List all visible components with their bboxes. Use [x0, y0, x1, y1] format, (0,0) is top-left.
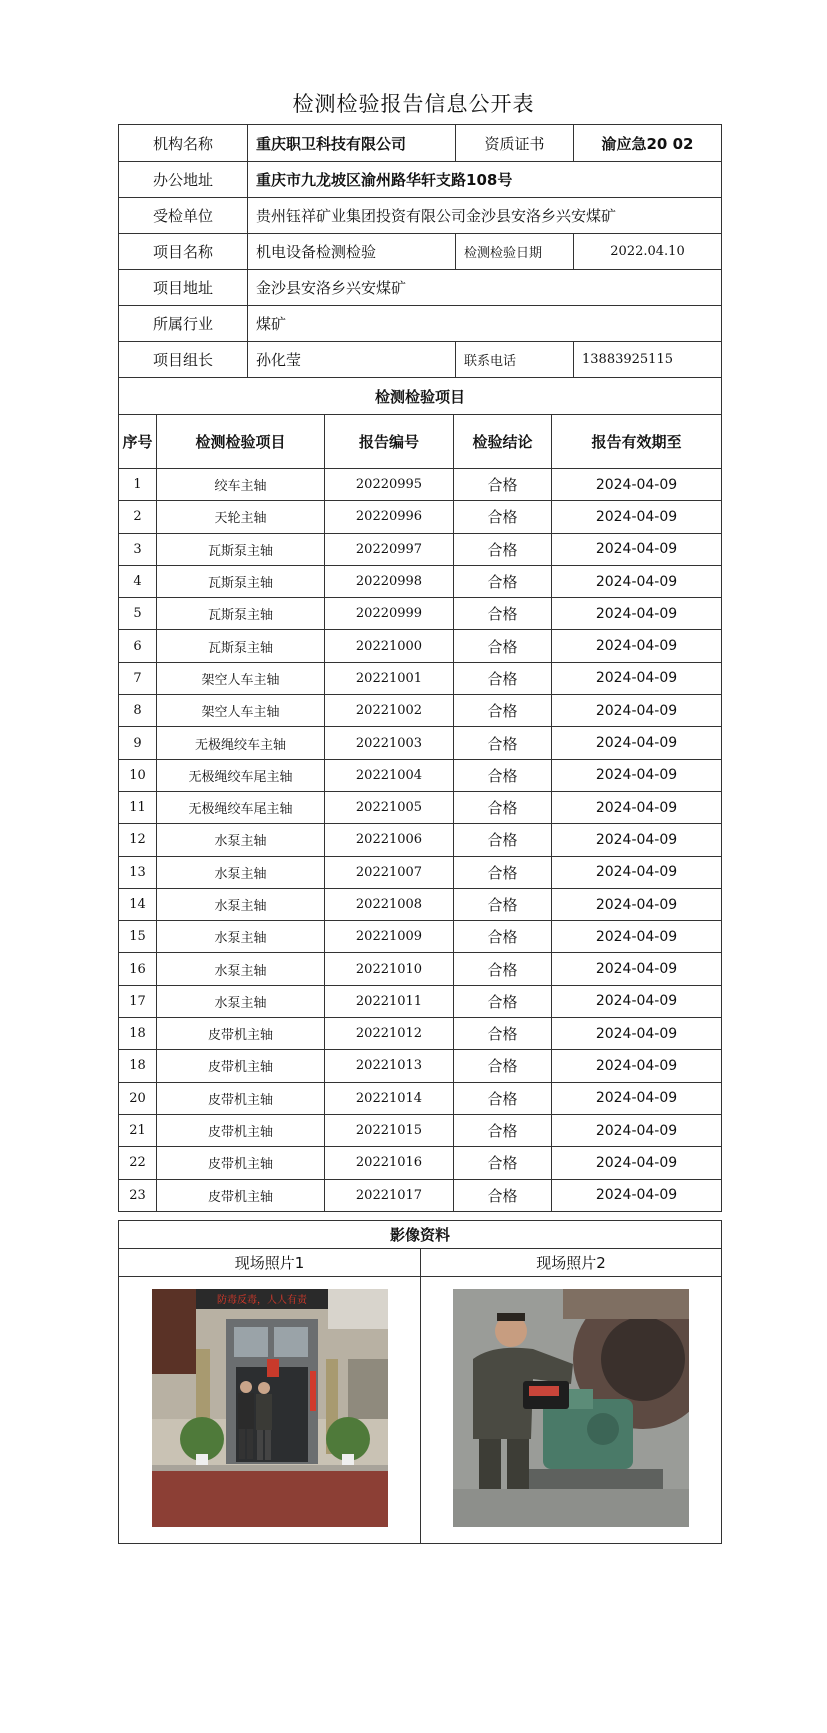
org-value: 重庆职卫科技有限公司 [248, 125, 456, 162]
table-row [119, 1179, 722, 1211]
row-seq: 3 [119, 533, 157, 565]
photo1-label: 现场照片1 [119, 1249, 421, 1277]
row-seq: 12 [119, 824, 157, 856]
row-item: 水泵主轴 [157, 953, 325, 985]
row-result: 合格 [454, 791, 552, 823]
table-row [119, 953, 722, 985]
row-item: 绞车主轴 [157, 469, 325, 501]
row-result: 合格 [454, 469, 552, 501]
row-result: 合格 [454, 598, 552, 630]
row-valid: 2024-04-09 [552, 695, 722, 727]
row-report: 20221008 [325, 888, 454, 920]
header-seq: 序号 [119, 415, 157, 469]
row-report: 20221003 [325, 727, 454, 759]
row-result: 合格 [454, 824, 552, 856]
images-section-title: 影像资料 [119, 1221, 722, 1249]
row-report: 20220999 [325, 598, 454, 630]
row-report: 20221016 [325, 1147, 454, 1179]
row-report: 20221009 [325, 921, 454, 953]
row-result: 合格 [454, 1147, 552, 1179]
photo2-cell [421, 1277, 722, 1544]
row-report: 20220995 [325, 469, 454, 501]
items-rows [119, 469, 722, 1212]
row-valid: 2024-04-09 [552, 985, 722, 1017]
table-row [119, 1018, 722, 1050]
banner-text: 防毒反毒，人人有责 [216, 1295, 307, 1306]
row-report: 20221005 [325, 791, 454, 823]
row-result: 合格 [454, 1114, 552, 1146]
row-result: 合格 [454, 985, 552, 1017]
row-valid: 2024-04-09 [552, 565, 722, 597]
row-item: 水泵主轴 [157, 985, 325, 1017]
row-valid: 2024-04-09 [552, 856, 722, 888]
row-seq: 5 [119, 598, 157, 630]
table-row [119, 1082, 722, 1114]
row-seq: 13 [119, 856, 157, 888]
row-valid: 2024-04-09 [552, 759, 722, 791]
row-item: 无极绳绞车尾主轴 [157, 759, 325, 791]
row-seq: 9 [119, 727, 157, 759]
row-report: 20221006 [325, 824, 454, 856]
row-seq: 6 [119, 630, 157, 662]
site-value: 金沙县安洛乡兴安煤矿 [248, 270, 722, 306]
project-value: 机电设备检测检验 [248, 234, 456, 270]
info-table [118, 124, 722, 378]
row-result: 合格 [454, 727, 552, 759]
row-report: 20221011 [325, 985, 454, 1017]
row-item: 瓦斯泵主轴 [157, 598, 325, 630]
row-report: 20221013 [325, 1050, 454, 1082]
row-report: 20220998 [325, 565, 454, 597]
row-item: 水泵主轴 [157, 888, 325, 920]
phone-label: 联系电话 [456, 342, 574, 378]
table-row [119, 1050, 722, 1082]
row-result: 合格 [454, 1050, 552, 1082]
row-valid: 2024-04-09 [552, 1147, 722, 1179]
row-seq: 14 [119, 888, 157, 920]
row-result: 合格 [454, 533, 552, 565]
date-label: 检测检验日期 [456, 234, 574, 270]
table-row [119, 727, 722, 759]
row-seq: 11 [119, 791, 157, 823]
row-report: 20220996 [325, 501, 454, 533]
items-table [118, 377, 722, 1212]
leader-value: 孙化莹 [248, 342, 456, 378]
row-result: 合格 [454, 856, 552, 888]
phone-value: 13883925115 [574, 342, 722, 378]
row-result: 合格 [454, 953, 552, 985]
row-seq: 18 [119, 1018, 157, 1050]
row-valid: 2024-04-09 [552, 1018, 722, 1050]
row-report: 20221004 [325, 759, 454, 791]
row-result: 合格 [454, 921, 552, 953]
row-valid: 2024-04-09 [552, 469, 722, 501]
client-label: 受检单位 [119, 198, 248, 234]
row-result: 合格 [454, 1082, 552, 1114]
addr-label: 办公地址 [119, 162, 248, 198]
row-seq: 18 [119, 1050, 157, 1082]
row-result: 合格 [454, 1018, 552, 1050]
table-row [119, 985, 722, 1017]
row-item: 天轮主轴 [157, 501, 325, 533]
row-report: 20221010 [325, 953, 454, 985]
row-seq: 2 [119, 501, 157, 533]
row-seq: 21 [119, 1114, 157, 1146]
row-item: 皮带机主轴 [157, 1082, 325, 1114]
row-item: 架空人车主轴 [157, 662, 325, 694]
row-item: 皮带机主轴 [157, 1050, 325, 1082]
row-result: 合格 [454, 662, 552, 694]
row-item: 皮带机主轴 [157, 1114, 325, 1146]
row-seq: 8 [119, 695, 157, 727]
cert-label: 资质证书 [456, 125, 574, 162]
table-row [119, 791, 722, 823]
row-valid: 2024-04-09 [552, 888, 722, 920]
table-row [119, 469, 722, 501]
row-seq: 10 [119, 759, 157, 791]
row-result: 合格 [454, 888, 552, 920]
row-report: 20220997 [325, 533, 454, 565]
row-report: 20221000 [325, 630, 454, 662]
row-seq: 23 [119, 1179, 157, 1211]
industry-value: 煤矿 [248, 306, 722, 342]
cert-value: 渝应急20 02 [574, 125, 722, 162]
row-valid: 2024-04-09 [552, 824, 722, 856]
row-item: 架空人车主轴 [157, 695, 325, 727]
table-row [119, 824, 722, 856]
row-item: 水泵主轴 [157, 856, 325, 888]
row-item: 皮带机主轴 [157, 1018, 325, 1050]
row-seq: 22 [119, 1147, 157, 1179]
images-table [118, 1220, 722, 1544]
row-result: 合格 [454, 630, 552, 662]
row-valid: 2024-04-09 [552, 1114, 722, 1146]
row-valid: 2024-04-09 [552, 662, 722, 694]
row-seq: 15 [119, 921, 157, 953]
table-row [119, 888, 722, 920]
table-row [119, 662, 722, 694]
row-result: 合格 [454, 695, 552, 727]
row-seq: 1 [119, 469, 157, 501]
row-result: 合格 [454, 501, 552, 533]
photo1-cell [119, 1277, 421, 1544]
row-valid: 2024-04-09 [552, 791, 722, 823]
row-valid: 2024-04-09 [552, 921, 722, 953]
header-item: 检测检验项目 [157, 415, 325, 469]
row-seq: 20 [119, 1082, 157, 1114]
table-row [119, 630, 722, 662]
row-item: 瓦斯泵主轴 [157, 630, 325, 662]
row-report: 20221012 [325, 1018, 454, 1050]
project-label: 项目名称 [119, 234, 248, 270]
table-row [119, 759, 722, 791]
row-report: 20221001 [325, 662, 454, 694]
page-title: 检测检验报告信息公开表 [292, 92, 535, 116]
row-item: 瓦斯泵主轴 [157, 565, 325, 597]
header-report: 报告编号 [325, 415, 454, 469]
header-result: 检验结论 [454, 415, 552, 469]
row-report: 20221017 [325, 1179, 454, 1211]
table-row [119, 501, 722, 533]
row-item: 无极绳绞车尾主轴 [157, 791, 325, 823]
row-seq: 7 [119, 662, 157, 694]
date-value: 2022.04.10 [574, 234, 722, 270]
industry-label: 所属行业 [119, 306, 248, 342]
org-label: 机构名称 [119, 125, 248, 162]
row-valid: 2024-04-09 [552, 1179, 722, 1211]
site-photo-1 [152, 1289, 388, 1527]
row-item: 皮带机主轴 [157, 1147, 325, 1179]
header-valid: 报告有效期至 [552, 415, 722, 469]
items-section-title: 检测检验项目 [119, 378, 722, 415]
row-valid: 2024-04-09 [552, 1082, 722, 1114]
row-report: 20221014 [325, 1082, 454, 1114]
row-seq: 4 [119, 565, 157, 597]
leader-label: 项目组长 [119, 342, 248, 378]
row-item: 水泵主轴 [157, 824, 325, 856]
row-item: 无极绳绞车主轴 [157, 727, 325, 759]
row-item: 皮带机主轴 [157, 1179, 325, 1211]
row-seq: 16 [119, 953, 157, 985]
row-valid: 2024-04-09 [552, 727, 722, 759]
client-value: 贵州钰祥矿业集团投资有限公司金沙县安洛乡兴安煤矿 [248, 198, 722, 234]
site-label: 项目地址 [119, 270, 248, 306]
table-row [119, 533, 722, 565]
row-valid: 2024-04-09 [552, 953, 722, 985]
addr-value: 重庆市九龙坡区渝州路华轩支路108号 [248, 162, 722, 198]
row-valid: 2024-04-09 [552, 1050, 722, 1082]
table-row [119, 1147, 722, 1179]
table-row [119, 1114, 722, 1146]
row-report: 20221002 [325, 695, 454, 727]
table-row [119, 695, 722, 727]
row-result: 合格 [454, 565, 552, 597]
photo2-label: 现场照片2 [421, 1249, 722, 1277]
site-photo-2 [453, 1289, 689, 1527]
row-result: 合格 [454, 1179, 552, 1211]
row-report: 20221015 [325, 1114, 454, 1146]
table-row [119, 598, 722, 630]
row-valid: 2024-04-09 [552, 533, 722, 565]
row-valid: 2024-04-09 [552, 501, 722, 533]
table-row [119, 856, 722, 888]
table-row [119, 565, 722, 597]
row-result: 合格 [454, 759, 552, 791]
row-valid: 2024-04-09 [552, 630, 722, 662]
row-item: 瓦斯泵主轴 [157, 533, 325, 565]
row-report: 20221007 [325, 856, 454, 888]
row-item: 水泵主轴 [157, 921, 325, 953]
row-seq: 17 [119, 985, 157, 1017]
table-row [119, 921, 722, 953]
row-valid: 2024-04-09 [552, 598, 722, 630]
